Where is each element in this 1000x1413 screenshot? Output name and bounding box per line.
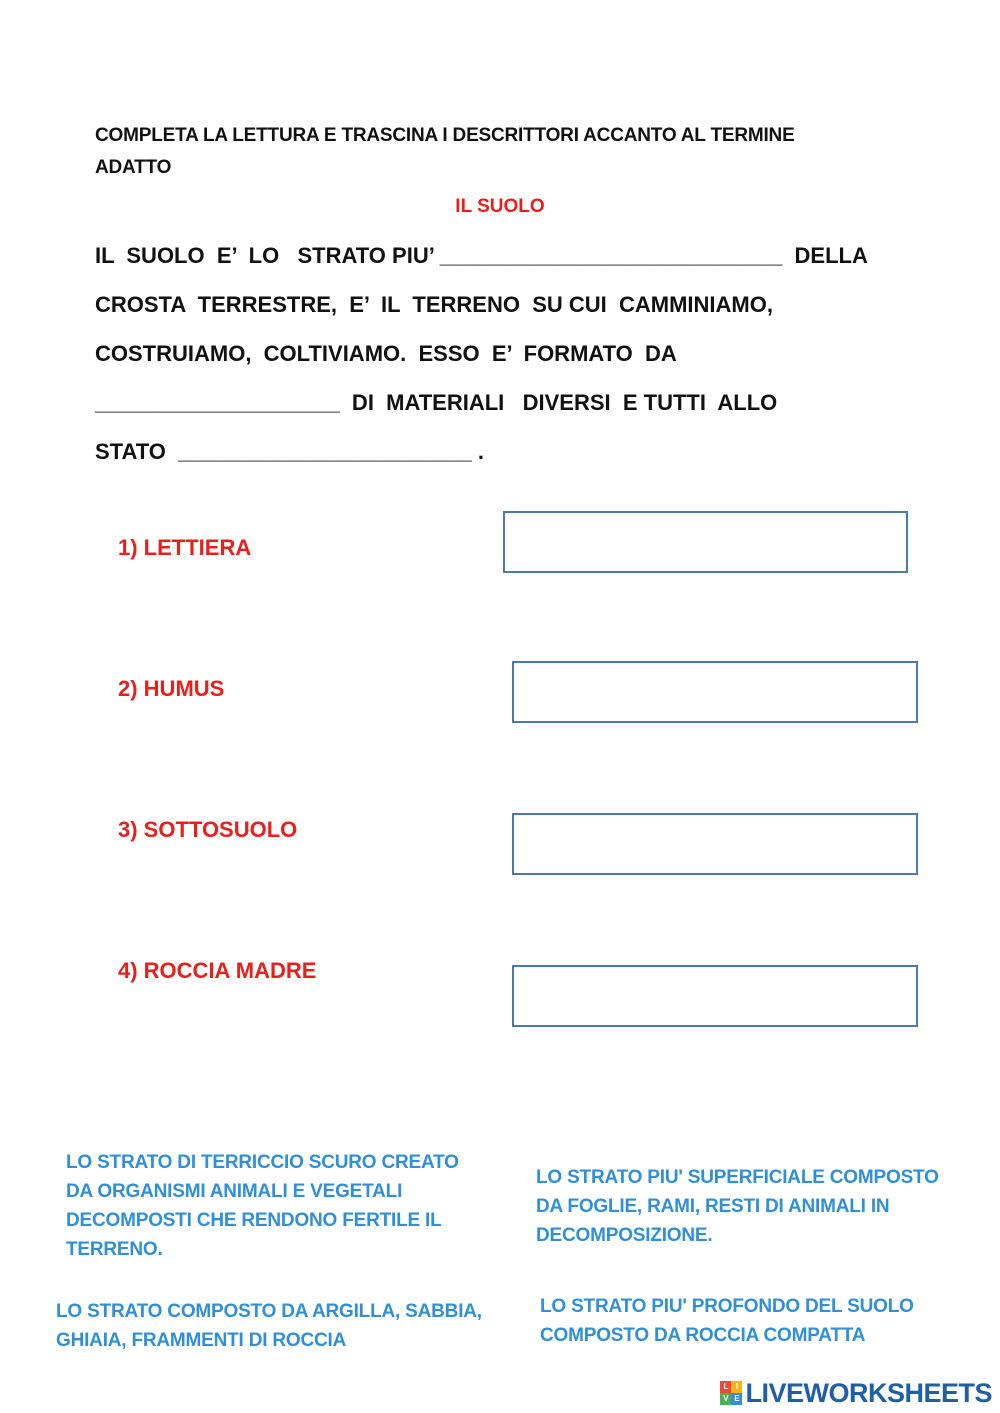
term-sottosuolo: 3) SOTTOSUOLO	[118, 817, 298, 842]
drop-box-sottosuolo[interactable]	[512, 813, 918, 875]
logo-letter-e: E	[731, 1393, 742, 1405]
logo-letter-v: V	[720, 1393, 731, 1405]
reading-line-2: CROSTA TERRESTRE, E’ IL TERRENO SU CUI CAMMINIAMO,	[95, 292, 773, 317]
descriptor-humus[interactable]: LO STRATO DI TERRICCIO SCURO CREATO DA ORGANISMI ANIMALI E VEGETALI DECOMPOSTI CHE RENDONO FERTILE IL TERRENO.	[66, 1152, 459, 1260]
logo-letter-l: L	[720, 1381, 731, 1393]
instructions-text: COMPLETA LA LETTURA E TRASCINA I DESCRITTORI ACCANTO AL TERMINE ADATTO	[95, 125, 795, 178]
reading-line-4: ____________________ DI MATERIALI DIVERSI E TUTTI ALLO	[95, 390, 778, 415]
descriptor-sottosuolo[interactable]: LO STRATO COMPOSTO DA ARGILLA, SABBIA, GHIAIA, FRAMMENTI DI ROCCIA	[56, 1301, 482, 1351]
logo-letter-i: I	[731, 1381, 742, 1393]
live-logo-icon	[720, 1381, 742, 1405]
drop-box-humus[interactable]	[512, 661, 918, 723]
reading-line-3: COSTRUIAMO, COLTIVIAMO. ESSO E’ FORMATO DA	[95, 341, 677, 366]
brand-name: LIVEWORKSHEETS	[745, 1377, 992, 1408]
reading-line-1: IL SUOLO E’ LO STRATO PIU’ ____________________________ DELLA	[95, 243, 868, 268]
term-lettiera: 1) LETTIERA	[118, 535, 252, 560]
descriptor-roccia-madre[interactable]: LO STRATO PIU' PROFONDO DEL SUOLO COMPOSTO DA ROCCIA COMPATTA	[540, 1296, 914, 1346]
term-humus: 2) HUMUS	[118, 676, 225, 701]
drop-box-roccia-madre[interactable]	[512, 965, 918, 1027]
reading-line-5: STATO ________________________ .	[95, 439, 484, 464]
term-roccia-madre: 4) ROCCIA MADRE	[118, 958, 317, 983]
worksheet-title: IL SUOLO	[455, 196, 545, 217]
descriptor-lettiera[interactable]: LO STRATO PIU' SUPERFICIALE COMPOSTO DA FOGLIE, RAMI, RESTI DI ANIMALI IN DECOMPOSIZIONE.	[536, 1167, 939, 1246]
drop-box-lettiera[interactable]	[503, 511, 908, 573]
liveworksheets-logo	[720, 1376, 992, 1410]
